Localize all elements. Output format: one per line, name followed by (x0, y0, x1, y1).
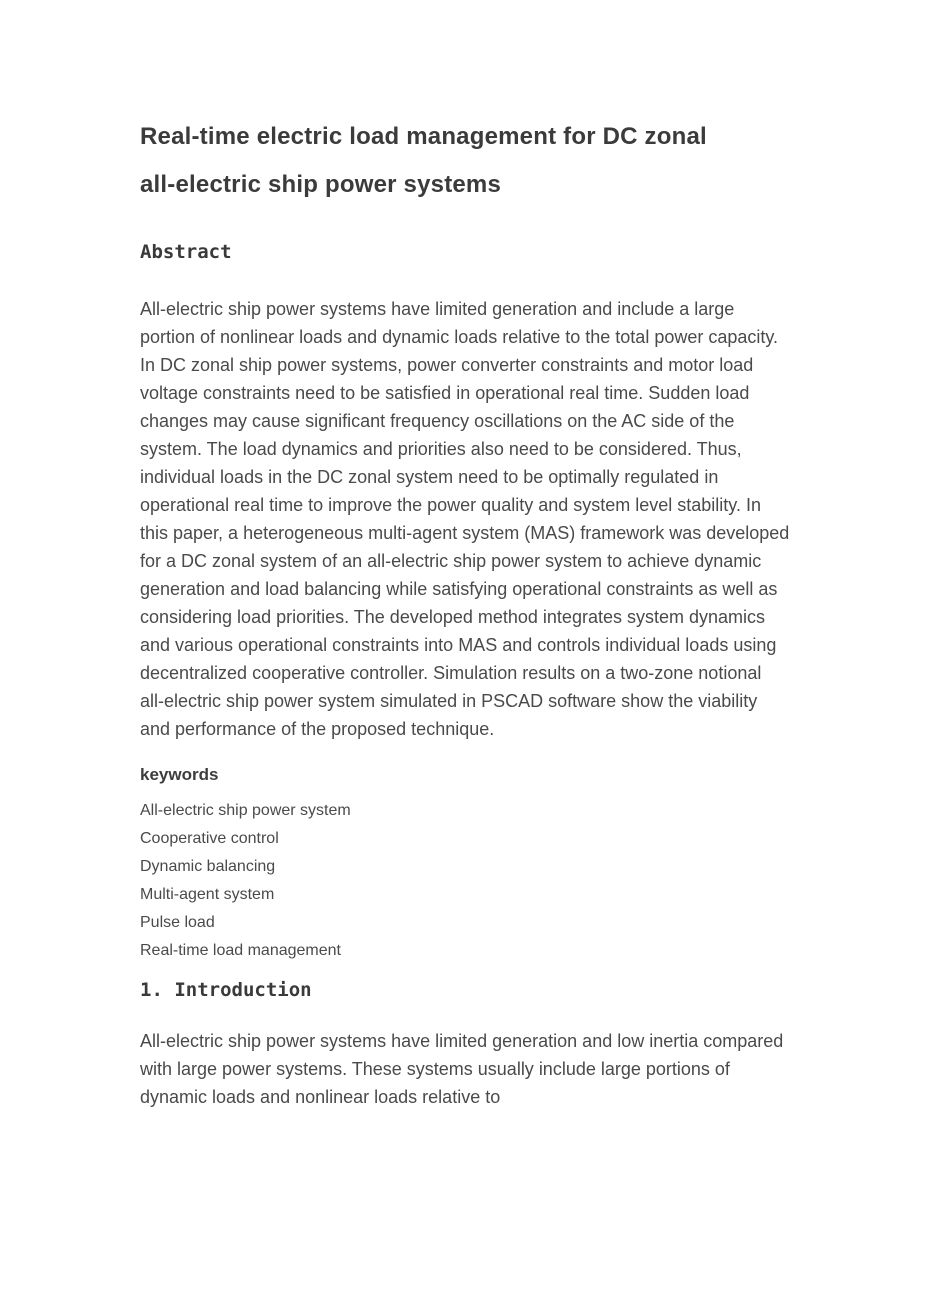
page-content (140, 113, 790, 1111)
abstract-text: All-electric ship power systems have limited generation and include a large portion of nonlinear loads and dynamic loads relative to the total power capacity. In DC zonal ship power systems, power converter constraints and motor load voltage constraints need to be satisfied in operational real time. Sudden load changes may cause significant frequency oscillations on the AC side of the system. The load dynamics and priorities also need to be considered. Thus, individual loads in the DC zonal system need to be optimally regulated in operational real time to improve the power quality and system level stability. In this paper, a heterogeneous multi-agent system (MAS) framework was developed for a DC zonal system of an all-electric ship power system to achieve dynamic generation and load balancing while satisfying operational constraints as well as considering load priorities. The developed method integrates system dynamics and various operational constraints into MAS and controls individual loads using decentralized cooperative controller. Simulation results on a two-zone notional all-electric ship power system simulated in PSCAD software show the viability and performance of the proposed technique. (140, 299, 790, 739)
introduction-text: All-electric ship power systems have limited generation and low inertia compared with large power systems. These systems usually include large portions of dynamic loads and nonlinear loads relative to (140, 1031, 784, 1107)
keyword-item: Pulse load (140, 914, 215, 931)
introduction-heading: 1. Introduction (140, 979, 312, 1001)
keyword-item: Multi-agent system (140, 886, 275, 903)
paper-title-line1: Real-time electric load management for DC zonal (140, 123, 707, 150)
keyword-item: Real-time load management (140, 942, 341, 959)
paper-title-line2: all-electric ship power systems (140, 171, 502, 198)
keyword-item: Dynamic balancing (140, 858, 276, 875)
abstract-heading: Abstract (140, 241, 232, 263)
keyword-item: Cooperative control (140, 830, 279, 847)
keyword-list (140, 797, 790, 965)
paper-title (140, 113, 790, 209)
keyword-item: All-electric ship power system (140, 802, 351, 819)
keywords-heading: keywords (140, 765, 219, 784)
